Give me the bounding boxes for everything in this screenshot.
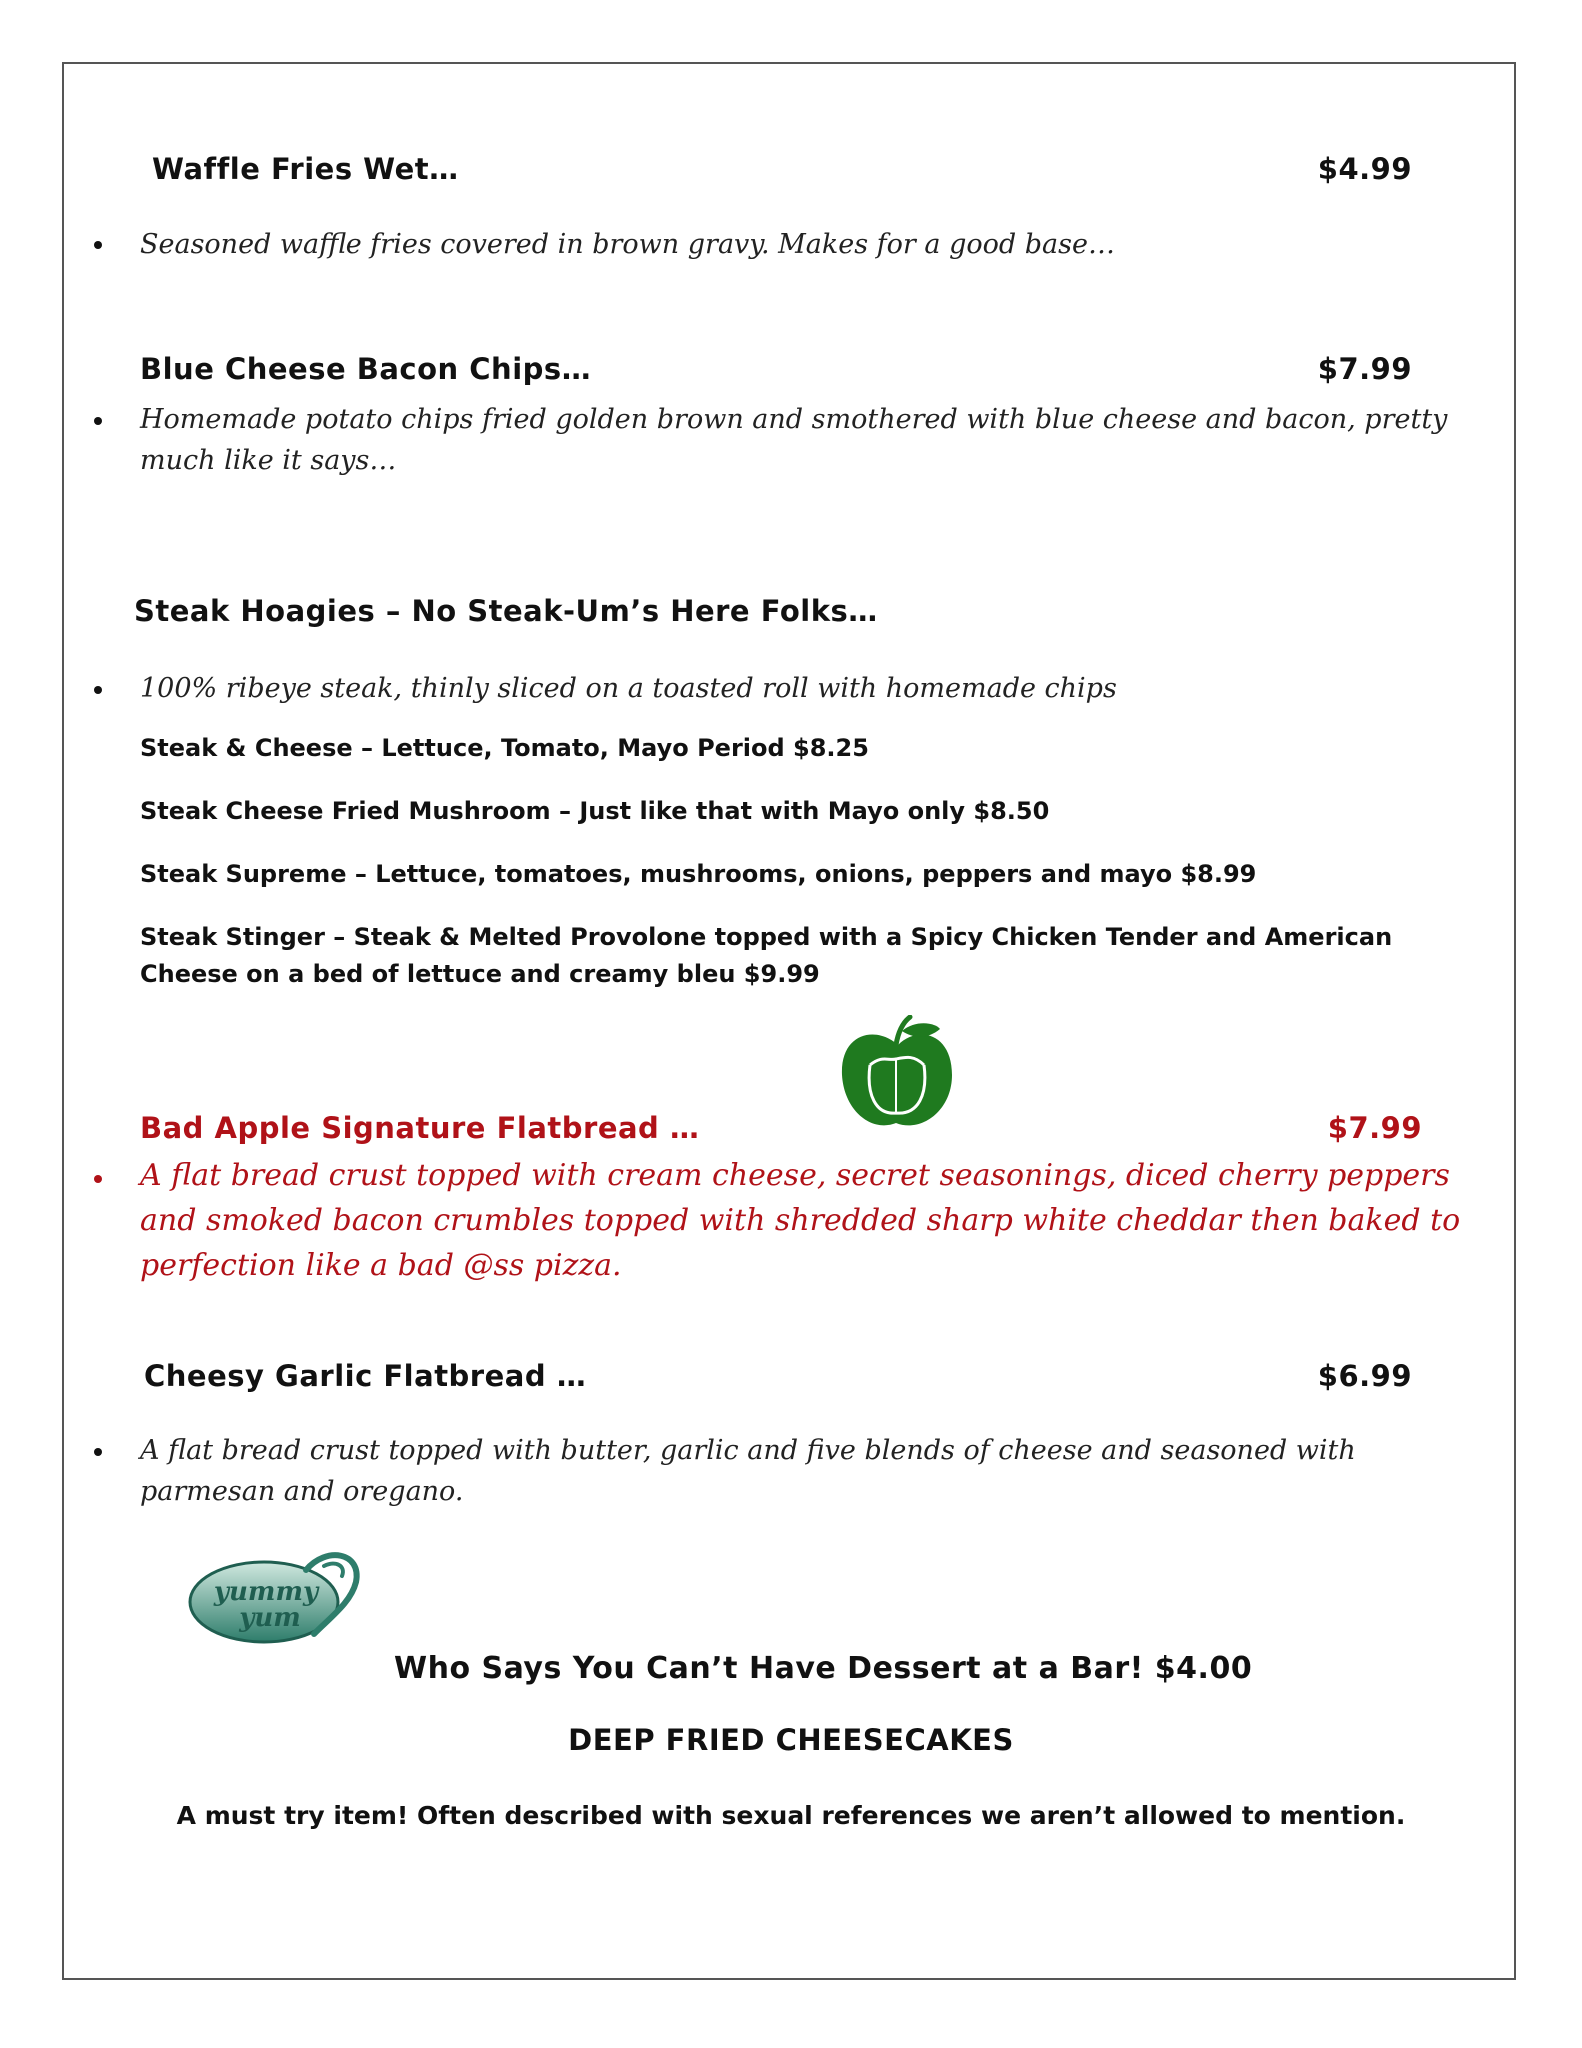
- steak-variant-3: Steak Supreme – Lettuce, tomatoes, mushrooms, onions, peppers and mayo $8.99: [140, 860, 1257, 888]
- yummy-yum-logo: [186, 1542, 366, 1652]
- waffle-fries-description: Seasoned waffle fries covered in brown gravy. Makes for a good base…: [140, 229, 1115, 260]
- dessert-description: A must try item! Often described with sexual references we aren’t allowed to mention.: [176, 1801, 1406, 1830]
- blue-cheese-chips-description: Homemade potato chips fried golden brown and smothered with blue cheese and bacon, pretty much like it says…: [140, 404, 1448, 476]
- page-border: [62, 62, 1516, 1980]
- bullet-icon: [94, 1175, 102, 1183]
- cheesy-garlic-flatbread-title: Cheesy Garlic Flatbread …: [144, 1359, 587, 1393]
- bad-apple-flatbread-title: Bad Apple Signature Flatbread …: [140, 1111, 700, 1145]
- waffle-fries-price: $4.99: [1317, 152, 1412, 186]
- steak-variant-2: Steak Cheese Fried Mushroom – Just like that with Mayo only $8.50: [140, 797, 1050, 825]
- cheesy-garlic-flatbread-price: $6.99: [1317, 1359, 1412, 1393]
- steak-hoagies-title: Steak Hoagies – No Steak-Um’s Here Folks…: [134, 594, 878, 628]
- waffle-fries-title: Waffle Fries Wet…: [152, 152, 459, 186]
- dessert-headline: Who Says You Can’t Have Dessert at a Bar! $4.00: [394, 1651, 1253, 1686]
- steak-variant-4: Steak Stinger – Steak & Melted Provolone topped with a Spicy Chicken Tender and American Cheese on a bed of lettuce and creamy bleu $9.99: [140, 923, 1393, 988]
- steak-hoagies-description: 100% ribeye steak, thinly sliced on a toasted roll with homemade chips: [140, 673, 1117, 704]
- bullet-icon: [94, 686, 102, 694]
- bullet-icon: [94, 417, 102, 425]
- blue-cheese-chips-title: Blue Cheese Bacon Chips…: [140, 352, 592, 386]
- logo-text-yummy: yummy: [213, 1577, 319, 1607]
- steak-variant-1: Steak & Cheese – Lettuce, Tomato, Mayo Period $8.25: [140, 734, 869, 762]
- cheesy-garlic-flatbread-description: A flat bread crust topped with butter, garlic and five blends of cheese and seasoned with parmesan and oregano.: [140, 1435, 1356, 1507]
- bad-apple-flatbread-price: $7.99: [1327, 1111, 1422, 1145]
- bad-apple-flatbread-description: A flat bread crust topped with cream cheese, secret seasonings, diced cherry peppers and smoked bacon crumbles topped with shredded sharp white cheddar then baked to perfection like a bad @ss pizza.: [140, 1158, 1461, 1283]
- blue-cheese-chips-price: $7.99: [1317, 352, 1412, 386]
- bullet-icon: [94, 1448, 102, 1456]
- apple-icon: [836, 1015, 958, 1135]
- dessert-title: DEEP FRIED CHEESECAKES: [568, 1723, 1014, 1757]
- bullet-icon: [94, 241, 102, 249]
- logo-text-yum: yum: [239, 1603, 301, 1633]
